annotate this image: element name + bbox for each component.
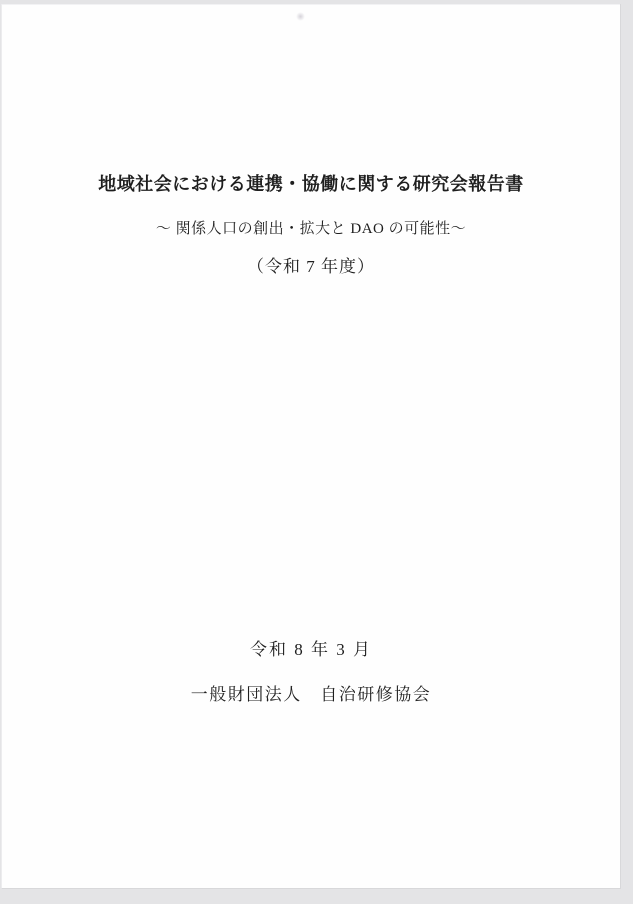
report-cover-page — [1, 4, 621, 889]
publication-date: 令和 8 年 3 月 — [250, 640, 372, 659]
publisher-name: 一般財団法人 自治研修協会 — [190, 685, 432, 704]
scan-artifact — [296, 12, 305, 21]
fiscal-year: （令和 7 年度） — [247, 257, 375, 276]
report-subtitle: ～ 関係人口の創出・拡大と DAO の可能性～ — [155, 221, 467, 237]
report-title: 地域社会における連携・協働に関する研究会報告書 — [98, 174, 524, 194]
